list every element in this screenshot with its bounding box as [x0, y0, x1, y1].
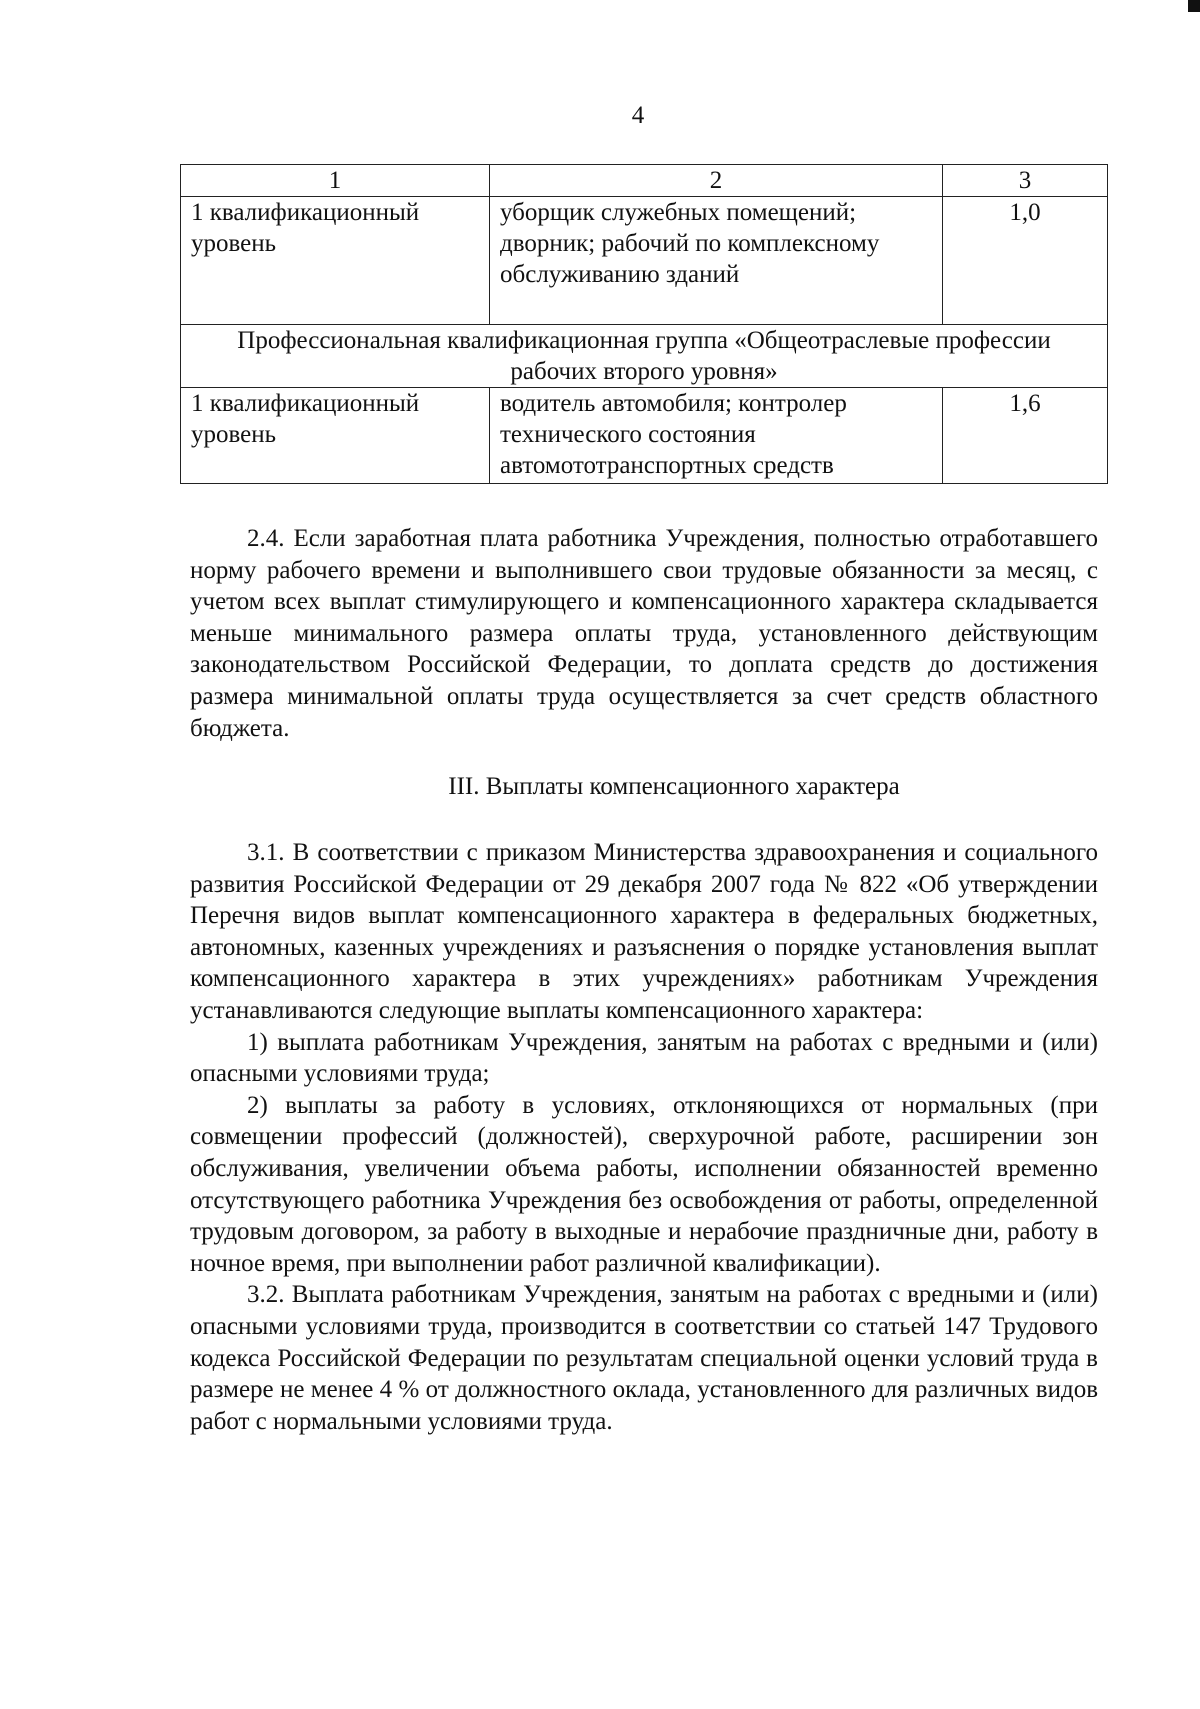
- table-header-cell: 2: [490, 165, 943, 197]
- coefficient-cell: 1,6: [943, 388, 1108, 484]
- table-row: [181, 388, 1108, 484]
- positions-cell: водитель автомобиля; контролер технического состояния автомототранспортных средств: [490, 388, 943, 484]
- table-header-cell: 3: [943, 165, 1108, 197]
- level-cell: 1 квалификационный уровень: [181, 197, 490, 325]
- page-number: 4: [631, 102, 645, 129]
- list-item-1: 1) выплата работникам Учреждения, занятым на работах с вредными и (или) опасными условиями труда;: [190, 1028, 1098, 1088]
- scan-corner-mark: [1188, 0, 1200, 12]
- list-item-2: 2) выплаты за работу в условиях, отклоняющихся от нормальных (при совмещении профессий (должностей), сверхурочной работе, расширении зон обслуживания, увеличении объема работы, исполнении обязанностей временно отсутствующего работника Учреждения без освобождения от работы, определенной трудовым договором, за работу в выходные и нерабочие праздничные дни, работу в ночное время, при выполнении работ различной квалификации).: [190, 1091, 1098, 1277]
- qualification-table: [180, 164, 1108, 484]
- coefficient-cell: 1,0: [943, 197, 1108, 325]
- paragraph-block-2-4: [190, 523, 1098, 744]
- paragraph-3-1: 3.1. В соответствии с приказом Министерства здравоохранения и социального развития Российской Федерации от 29 декабря 2007 года № 822 «Об утверждении Перечня видов выплат компенсационного характера в федеральных бюджетных, автономных, казенных учреждениях и разъяснения о порядке установления выплат компенсационного характера в этих учреждениях» работникам Учреждения устанавливаются следующие выплаты компенсационного характера:: [190, 839, 1098, 1024]
- positions-cell: уборщик служебных помещений; дворник; рабочий по комплексному обслуживанию зданий: [490, 197, 943, 325]
- table-header-cell: 1: [181, 165, 490, 197]
- table-header-row: [181, 165, 1108, 197]
- section-heading: III. Выплаты компенсационного характера: [448, 773, 900, 800]
- table-row: [181, 197, 1108, 325]
- paragraph-2-4: 2.4. Если заработная плата работника Учреждения, полностью отработавшего норму рабочего времени и выполнившего свои трудовые обязанности за месяц, с учетом всех выплат стимулирующего и компенсационного характера складывается меньше минимального размера оплаты труда, установленного действующим законодательством Российской Федерации, то доплата средств до достижения размера минимальной оплаты труда осуществляется за счет средств областного бюджета.: [190, 525, 1098, 742]
- table-group-row: [181, 325, 1108, 388]
- paragraph-3-2: 3.2. Выплата работникам Учреждения, занятым на работах с вредными и (или) опасными условиями труда, производится в соответствии со статьей 147 Трудового кодекса Российской Федерации по результатам специальной оценки условий труда в размере не менее 4 % от должностного оклада, установленного для различных видов работ с нормальными условиями труда.: [190, 1281, 1098, 1435]
- group-title-cell: Профессиональная квалификационная группа «Общеотраслевые профессии рабочих второго уровня»: [181, 325, 1108, 388]
- level-cell: 1 квалификационный уровень: [181, 388, 490, 484]
- paragraph-block-3: [190, 837, 1098, 1437]
